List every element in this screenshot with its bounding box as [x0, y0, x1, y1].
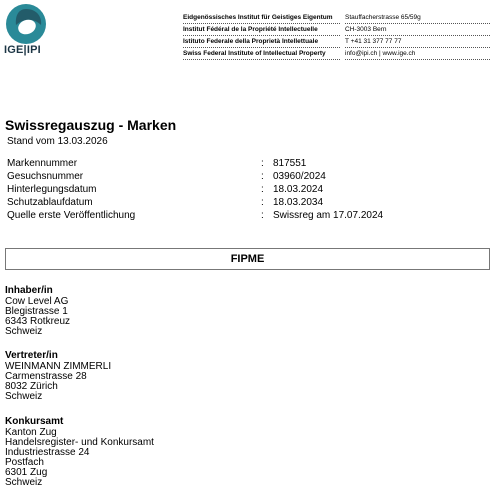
- detail-label: Quelle erste Veröffentlichung: [7, 210, 136, 221]
- section-line: 6343 Rotkreuz: [5, 316, 71, 327]
- detail-separator: :: [261, 197, 264, 208]
- institute-name-fr: Institut Fédéral de la Propriété Intellectuelle: [183, 24, 340, 36]
- section-line: Blegistrasse 1: [5, 306, 68, 317]
- institute-name-en: Swiss Federal Institute of Intellectual Property: [183, 48, 340, 60]
- section-line: Carmenstrasse 28: [5, 371, 87, 382]
- detail-separator: :: [261, 184, 264, 195]
- stand-date: Stand vom 13.03.2026: [7, 136, 108, 147]
- institute-address: [345, 12, 490, 60]
- section-line: Schweiz: [5, 391, 43, 402]
- section-line: Kanton Zug: [5, 427, 57, 438]
- section-line: 6301 Zug: [5, 467, 48, 478]
- ige-ipi-logo: [4, 3, 48, 47]
- detail-value: 18.03.2034: [273, 197, 324, 208]
- detail-value: 03960/2024: [273, 171, 326, 182]
- section-heading: Vertreter/in: [5, 350, 58, 361]
- document-title: Swissregauszug - Marken: [5, 117, 177, 133]
- section-line: Handelsregister- und Konkursamt: [5, 437, 154, 448]
- detail-label: Schutzablaufdatum: [7, 197, 93, 208]
- address-phone: T +41 31 377 77 77: [345, 36, 490, 48]
- section-heading: Inhaber/in: [5, 285, 53, 296]
- section-line: Postfach: [5, 457, 44, 468]
- mark-name-box: FIPME: [5, 248, 490, 270]
- detail-label: Hinterlegungsdatum: [7, 184, 97, 195]
- section-line: Industriestrasse 24: [5, 447, 90, 458]
- section-line: WEINMANN ZIMMERLI: [5, 361, 112, 372]
- address-city: CH-3003 Bern: [345, 24, 490, 36]
- section-line: Schweiz: [5, 326, 43, 337]
- section-inhaber: [5, 285, 70, 337]
- detail-label: Markennummer: [7, 158, 78, 169]
- detail-separator: :: [261, 210, 264, 221]
- section-line: 8032 Zürich: [5, 381, 58, 392]
- detail-separator: :: [261, 171, 264, 182]
- section-konkursamt: [5, 416, 154, 488]
- detail-value: Swissreg am 17.07.2024: [273, 210, 384, 221]
- detail-label: Gesuchsnummer: [7, 171, 84, 182]
- section-line: Schweiz: [5, 477, 43, 488]
- section-line: Cow Level AG: [5, 296, 69, 307]
- address-contact: info@ipi.ch | www.ige.ch: [345, 48, 490, 60]
- section-heading: Konkursamt: [5, 416, 64, 427]
- detail-separator: :: [261, 158, 264, 169]
- section-vertreter: [5, 350, 111, 402]
- logo-text: IGE|IPI: [4, 44, 41, 56]
- institute-name-de: Eidgenössisches Institut für Geistiges Eigentum: [183, 12, 340, 24]
- detail-value: 18.03.2024: [273, 184, 324, 195]
- institute-name-it: Istituto Federale della Proprietà Intellettuale: [183, 36, 340, 48]
- address-street: Stauffacherstrasse 65/59g: [345, 12, 490, 24]
- detail-value: 817551: [273, 158, 307, 169]
- institute-names: [183, 12, 340, 60]
